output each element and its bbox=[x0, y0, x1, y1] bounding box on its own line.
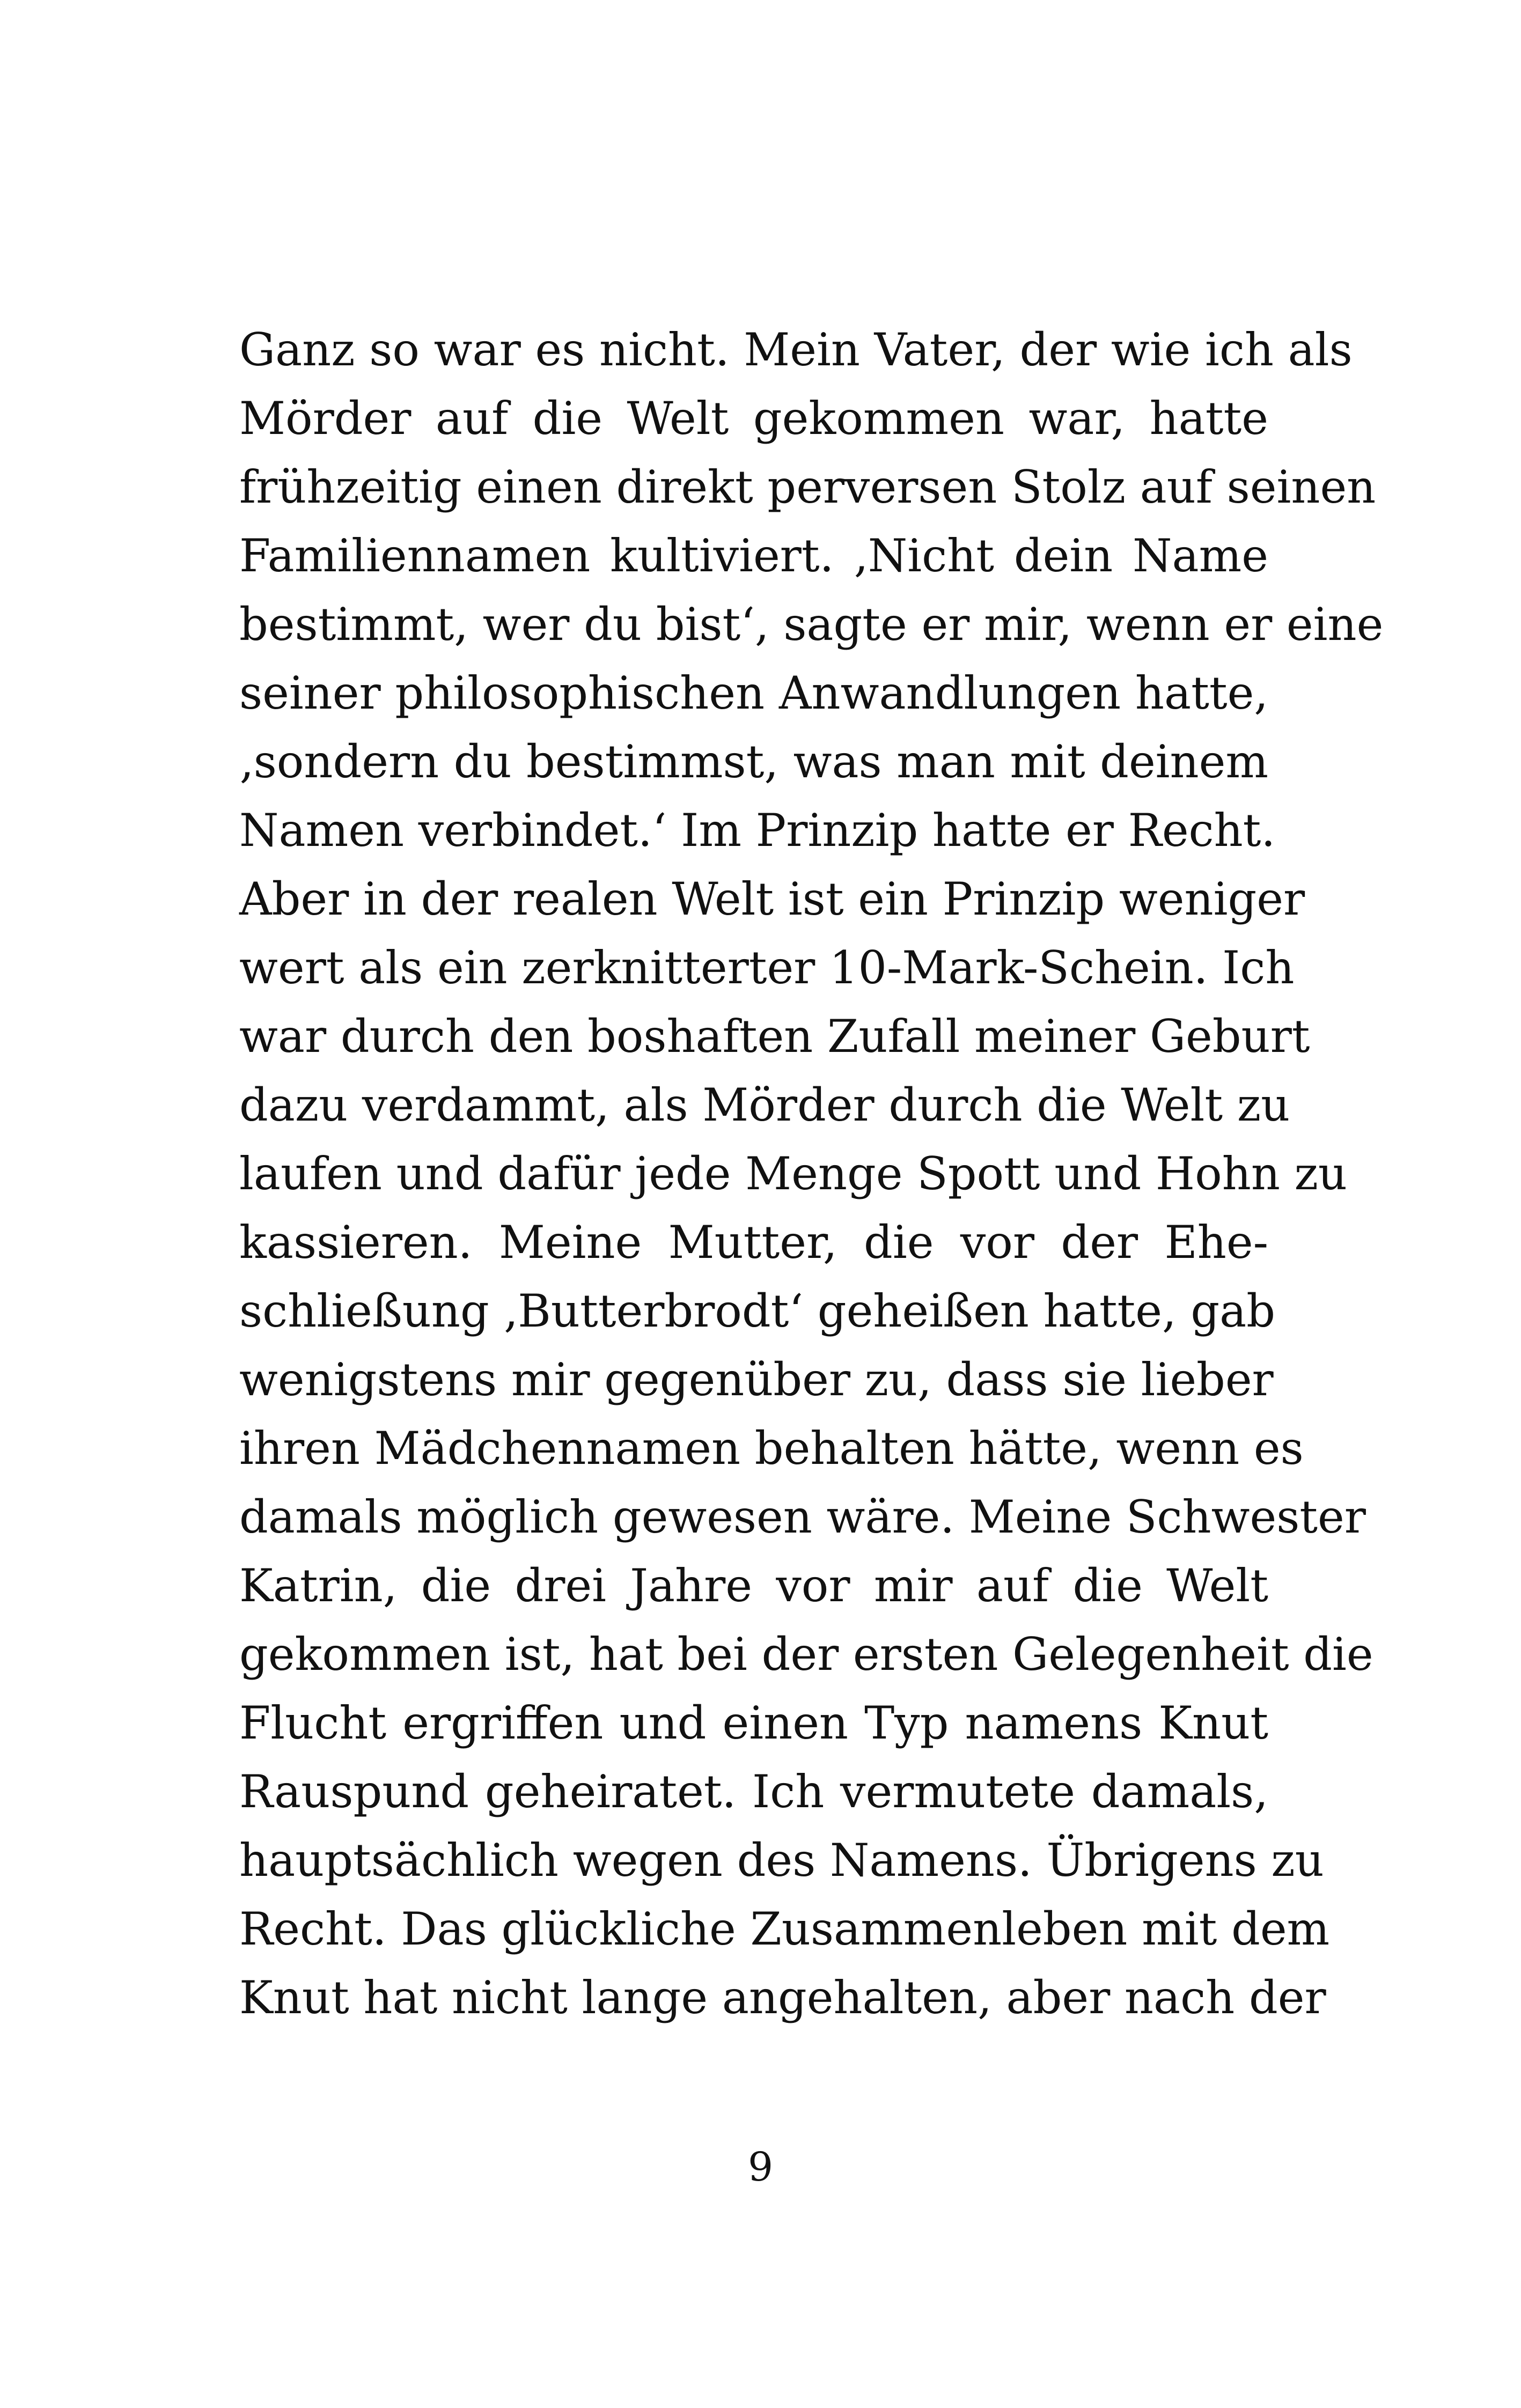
text-line: ihren Mädchennamen behalten hätte, wenn es bbox=[239, 1422, 1304, 1475]
page-number: 9 bbox=[747, 2144, 774, 2190]
text-line: frühzeitig einen direkt perversen Stolz auf seinen bbox=[239, 461, 1376, 513]
text-line: seiner philosophischen Anwandlungen hatte, bbox=[239, 667, 1268, 719]
text-line: dazu verdammt, als Mörder durch die Welt zu bbox=[239, 1079, 1290, 1131]
text-line: Recht. Das glückliche Zusammenleben mit dem bbox=[239, 1903, 1330, 1955]
text-line: hauptsächlich wegen des Namens. Übrigens zu bbox=[239, 1834, 1324, 1887]
text-line: schließung ‚Butterbrodt‘ geheißen hatte, gab bbox=[239, 1285, 1276, 1337]
text-line: Mörder auf die Welt gekommen war, hatte bbox=[239, 392, 1268, 445]
text-line: laufen und dafür jede Menge Spott und Hohn zu bbox=[239, 1147, 1348, 1200]
text-line: Flucht ergriffen und einen Typ namens Knut bbox=[239, 1697, 1268, 1749]
text-line: bestimmt, wer du bist‘, sagte er mir, wenn er eine bbox=[239, 598, 1384, 651]
text-line: Katrin, die drei Jahre vor mir auf die Welt bbox=[239, 1559, 1268, 1612]
text-line: Rauspund geheiratet. Ich vermutete damals, bbox=[239, 1765, 1268, 1818]
text-line: wenigstens mir gegenüber zu, dass sie lieber bbox=[239, 1353, 1274, 1406]
text-line: Namen verbindet.‘ Im Prinzip hatte er Recht. bbox=[239, 804, 1276, 857]
text-line: Knut hat nicht lange angehalten, aber nach der bbox=[239, 1971, 1326, 2024]
text-line: kassieren. Meine Mutter, die vor der Ehe- bbox=[239, 1216, 1268, 1269]
text-line: war durch den boshaften Zufall meiner Geburt bbox=[239, 1010, 1310, 1063]
text-line: wert als ein zerknitterter 10-Mark-Schein. Ich bbox=[239, 941, 1295, 994]
text-line: Ganz so war es nicht. Mein Vater, der wie ich als bbox=[239, 323, 1353, 376]
text-line: damals möglich gewesen wäre. Meine Schwester bbox=[239, 1491, 1366, 1543]
text-line: Familiennamen kultiviert. ‚Nicht dein Name bbox=[239, 529, 1268, 582]
text-line: gekommen ist, hat bei der ersten Gelegenheit die bbox=[239, 1628, 1373, 1681]
text-line: ‚sondern du bestimmst, was man mit deinem bbox=[239, 735, 1268, 788]
text-line: Aber in der realen Welt ist ein Prinzip weniger bbox=[239, 873, 1305, 925]
body-text bbox=[239, 315, 1384, 2032]
